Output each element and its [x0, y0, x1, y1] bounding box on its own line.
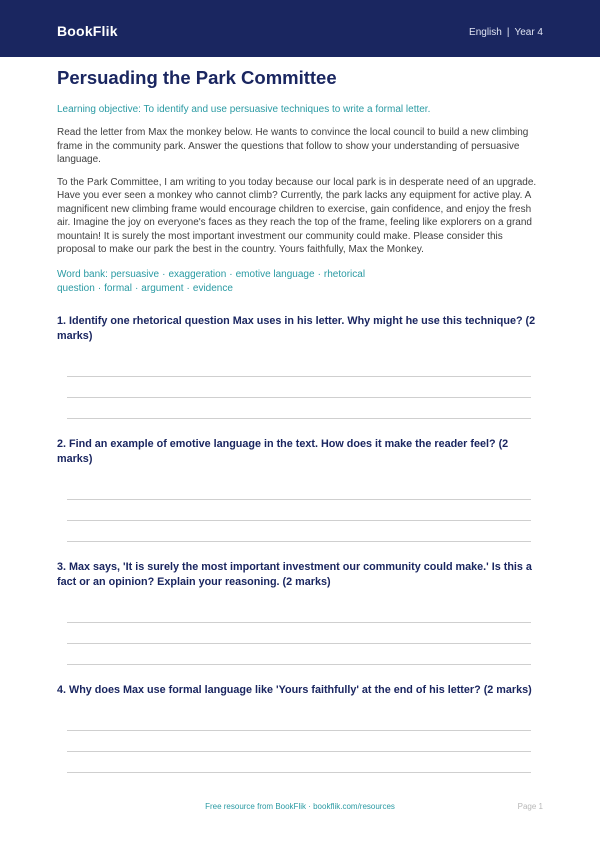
question-text: 4. Why does Max use formal language like 'Yours faithfully' at the end of his letter? (2 marks) [57, 683, 532, 696]
word-bank-term: formal [104, 282, 132, 294]
word-bank: Word bank: persuasive · exaggeration · emotive language · rhetorical question · formal · argument · evidence [57, 268, 366, 294]
learning-objective: Learning objective: To identify and use persuasive techniques to write a formal letter. [57, 104, 431, 115]
question-2 [57, 437, 543, 542]
answer-line[interactable] [67, 398, 531, 419]
answer-line[interactable] [67, 731, 531, 752]
answer-line[interactable] [67, 623, 531, 644]
question-text: 2. Find an example of emotive language in the text. How does it make the reader feel? (2 marks) [57, 437, 509, 465]
answer-line[interactable] [67, 752, 531, 773]
word-bank-label: Word bank: [57, 268, 108, 280]
breadcrumb-separator: | [506, 27, 510, 38]
answer-area[interactable] [67, 376, 531, 419]
word-bank-term: evidence [192, 282, 233, 294]
answer-line[interactable] [67, 500, 531, 521]
page-title: Persuading the Park Committee [57, 67, 337, 88]
question-3 [57, 560, 543, 665]
word-bank-term: exaggeration [168, 268, 227, 280]
brand-logo[interactable]: BookFlik [57, 23, 118, 39]
answer-line[interactable] [67, 521, 531, 542]
worksheet-body [57, 64, 543, 773]
subject-label: English [469, 27, 502, 38]
question-text: 1. Identify one rhetorical question Max uses in his letter. Why might he use this technique? (2 marks) [57, 314, 536, 342]
answer-area[interactable] [67, 499, 531, 542]
question-4 [57, 683, 543, 773]
answer-area[interactable] [67, 622, 531, 665]
answer-line[interactable] [67, 644, 531, 665]
footer-credit[interactable]: Free resource from BookFlik · bookflik.com/resources [205, 802, 395, 811]
letter-text: To the Park Committee, I am writing to you today because our local park is in desperate need of an upgrade. Have you ever seen a monkey who cannot climb? Currently, the park lacks any equipment for active play. A magnificent new climbing frame would encourage children to exercise, gain confidence, and enjoy the fresh air. Imagine the joy on everyone's faces as they reach the top of the frame, feeling like explorers on a grand mountain! It is surely the most important investment our community could make. Please consider this proposal to make our park the best in the country. Yours faithfully, Max the Monkey. [57, 176, 537, 255]
answer-area[interactable] [67, 730, 531, 773]
year-label: Year 4 [514, 27, 543, 38]
question-text: 3. Max says, 'It is surely the most important investment our community could make.' Is this a fact or an opinion? Explain your reasoning. (2 marks) [57, 560, 532, 588]
page-number: Page 1 [517, 802, 543, 811]
word-bank-term: rhetorical question [57, 268, 366, 294]
intro-paragraph: Read the letter from Max the monkey below. He wants to convince the local council to build a new climbing frame in the community park. Answer the questions that follow to show your understanding of persuasive language. [57, 127, 529, 165]
subject-breadcrumb [469, 27, 543, 38]
header-bar [0, 0, 600, 57]
word-bank-term: emotive language [235, 268, 315, 280]
question-1 [57, 314, 543, 419]
answer-line[interactable] [67, 377, 531, 398]
word-bank-term: persuasive [110, 268, 160, 280]
word-bank-term: argument [141, 282, 184, 294]
